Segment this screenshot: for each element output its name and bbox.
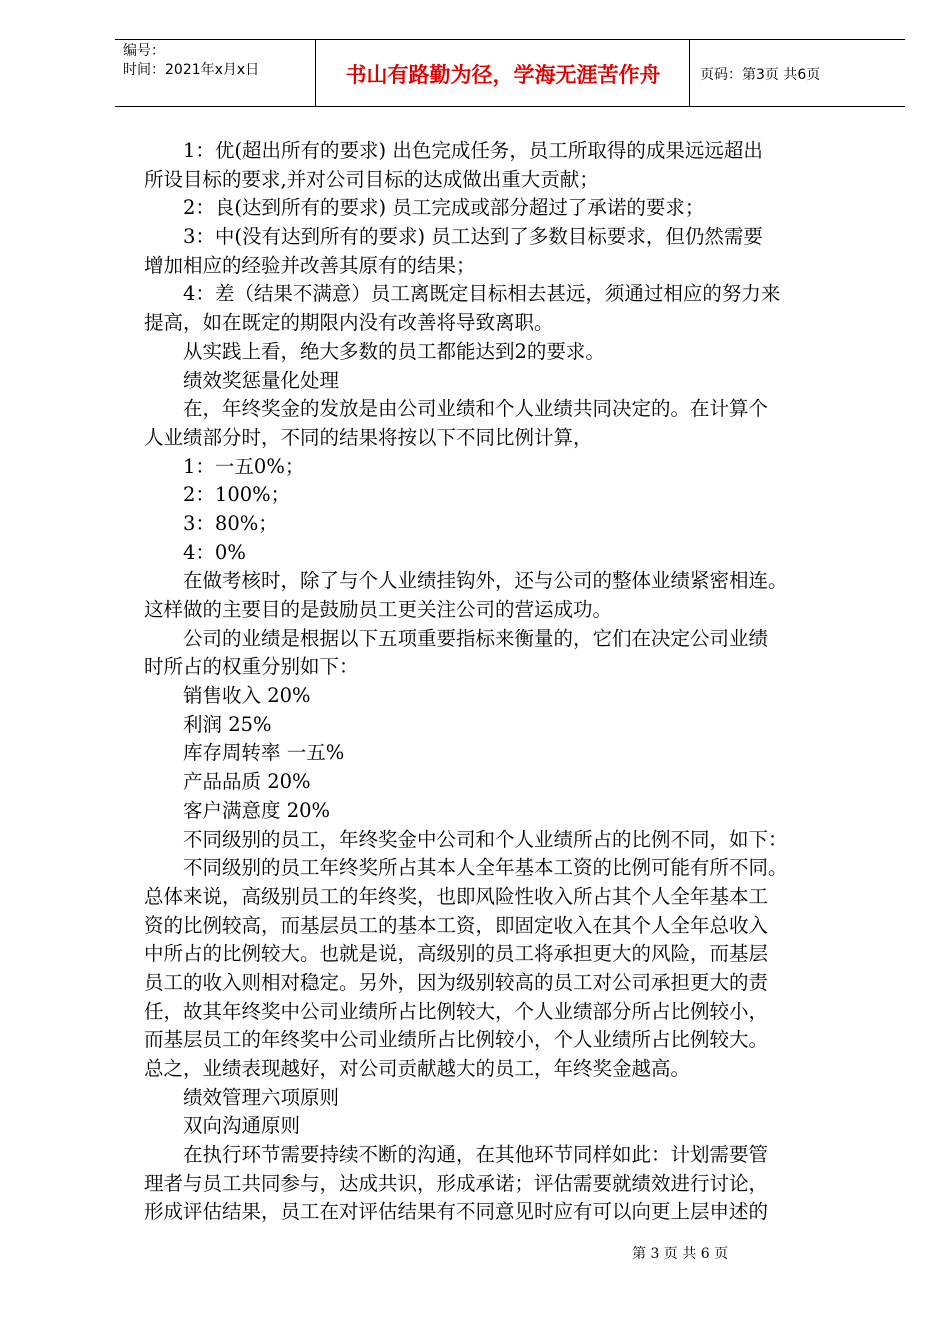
body-line: 资的比例较高，而基层员工的基本工资，即固定收入在其个人全年总收入 <box>144 913 769 937</box>
body-line: 所设目标的要求,并对公司目标的达成做出重大贡献； <box>144 167 599 191</box>
body-line: 理者与员工共同参与，达成共识，形成承诺；评估需要就绩效进行讨论， <box>144 1171 769 1195</box>
header-motto: 书山有路勤为径，学海无涯苦作舟 <box>345 63 661 87</box>
body-line: 1：优(超出所有的要求) 出色完成任务，员工所取得的成果远远超出 <box>144 139 763 162</box>
body-line: 在，年终奖金的发放是由公司业绩和个人业绩共同决定的。在计算个 <box>144 397 769 421</box>
body-line: 中所占的比例较大。也就是说，高级别的员工将承担更大的风险，而基层 <box>144 942 769 966</box>
body-line: 员工的收入则相对稳定。另外，因为级别较高的员工对公司承担更大的责 <box>144 970 769 994</box>
document-body <box>144 137 866 1227</box>
rating-ratio-item: 4：0% <box>144 540 246 564</box>
rating-ratio-item: 3：80%； <box>144 511 278 535</box>
section-heading: 绩效奖惩量化处理 <box>144 368 340 392</box>
body-line: 提高，如在既定的期限内没有改善将导致离职。 <box>144 311 554 335</box>
body-line: 增加相应的经验并改善其原有的结果； <box>144 253 476 277</box>
header-info-cell <box>115 40 316 106</box>
document-time-label: 时间：2021年x月x日 <box>123 62 260 78</box>
section-heading: 双向沟通原则 <box>144 1114 301 1138</box>
body-line: 而基层员工的年终奖中公司业绩所占比例较小，个人业绩所占比例较大。 <box>144 1028 769 1052</box>
document-number-label: 编号： <box>123 43 165 59</box>
body-line: 这样做的主要目的是鼓励员工更关注公司的营运成功。 <box>144 598 613 621</box>
body-line: 公司的业绩是根据以下五项重要指标来衡量的，它们在决定公司业绩 <box>144 626 769 650</box>
body-line: 任，故其年终奖中公司业绩所占比例较大，个人业绩部分所占比例较小， <box>144 999 769 1023</box>
rating-ratio-item: 1：一五0%； <box>144 454 305 478</box>
body-line: 不同级别的员工年终奖所占其本人全年基本工资的比例可能有所不同。 <box>144 856 788 880</box>
body-line: 总之，业绩表现越好，对公司贡献越大的员工，年终奖金越高。 <box>144 1057 691 1080</box>
header-page-number: 页码：第3页 共6页 <box>700 67 821 83</box>
weight-item: 产品品质 20% <box>144 770 311 794</box>
body-line: 总体来说，高级别员工的年终奖，也即风险性收入所占其个人全年基本工 <box>144 884 769 908</box>
body-line: 2：良(达到所有的要求) 员工完成或部分超过了承诺的要求； <box>144 196 705 220</box>
section-heading: 绩效管理六项原则 <box>144 1085 340 1109</box>
weight-item: 销售收入 20% <box>144 684 311 708</box>
weight-item: 库存周转率 一五% <box>144 741 345 765</box>
body-line: 形成评估结果，员工在对评估结果有不同意见时应有可以向更上层申述的 <box>144 1200 769 1224</box>
weight-item: 客户满意度 20% <box>144 798 331 822</box>
header-page-cell <box>690 40 905 106</box>
body-line: 人业绩部分时，不同的结果将按以下不同比例计算， <box>144 425 593 449</box>
body-line: 从实践上看，绝大多数的员工都能达到2的要求。 <box>144 339 605 363</box>
page-footer-number: 第 3 页 共 6 页 <box>632 1246 729 1262</box>
weight-item: 利润 25% <box>144 712 272 736</box>
body-line: 在执行环节需要持续不断的沟通，在其他环节同样如此：计划需要管 <box>144 1143 769 1167</box>
body-line: 时所占的权重分别如下： <box>144 655 359 679</box>
body-line: 4：差（结果不满意）员工离既定目标相去甚远，须通过相应的努力来 <box>144 282 781 306</box>
body-line: 不同级别的员工，年终奖金中公司和个人业绩所占的比例不同，如下： <box>144 827 788 851</box>
rating-ratio-item: 2：100%； <box>144 483 291 507</box>
page-header <box>115 39 905 107</box>
body-line: 3：中(没有达到所有的要求) 员工达到了多数目标要求，但仍然需要 <box>144 225 763 249</box>
header-motto-cell <box>316 40 690 106</box>
body-line: 在做考核时，除了与个人业绩挂钩外，还与公司的整体业绩紧密相连。 <box>144 569 788 593</box>
